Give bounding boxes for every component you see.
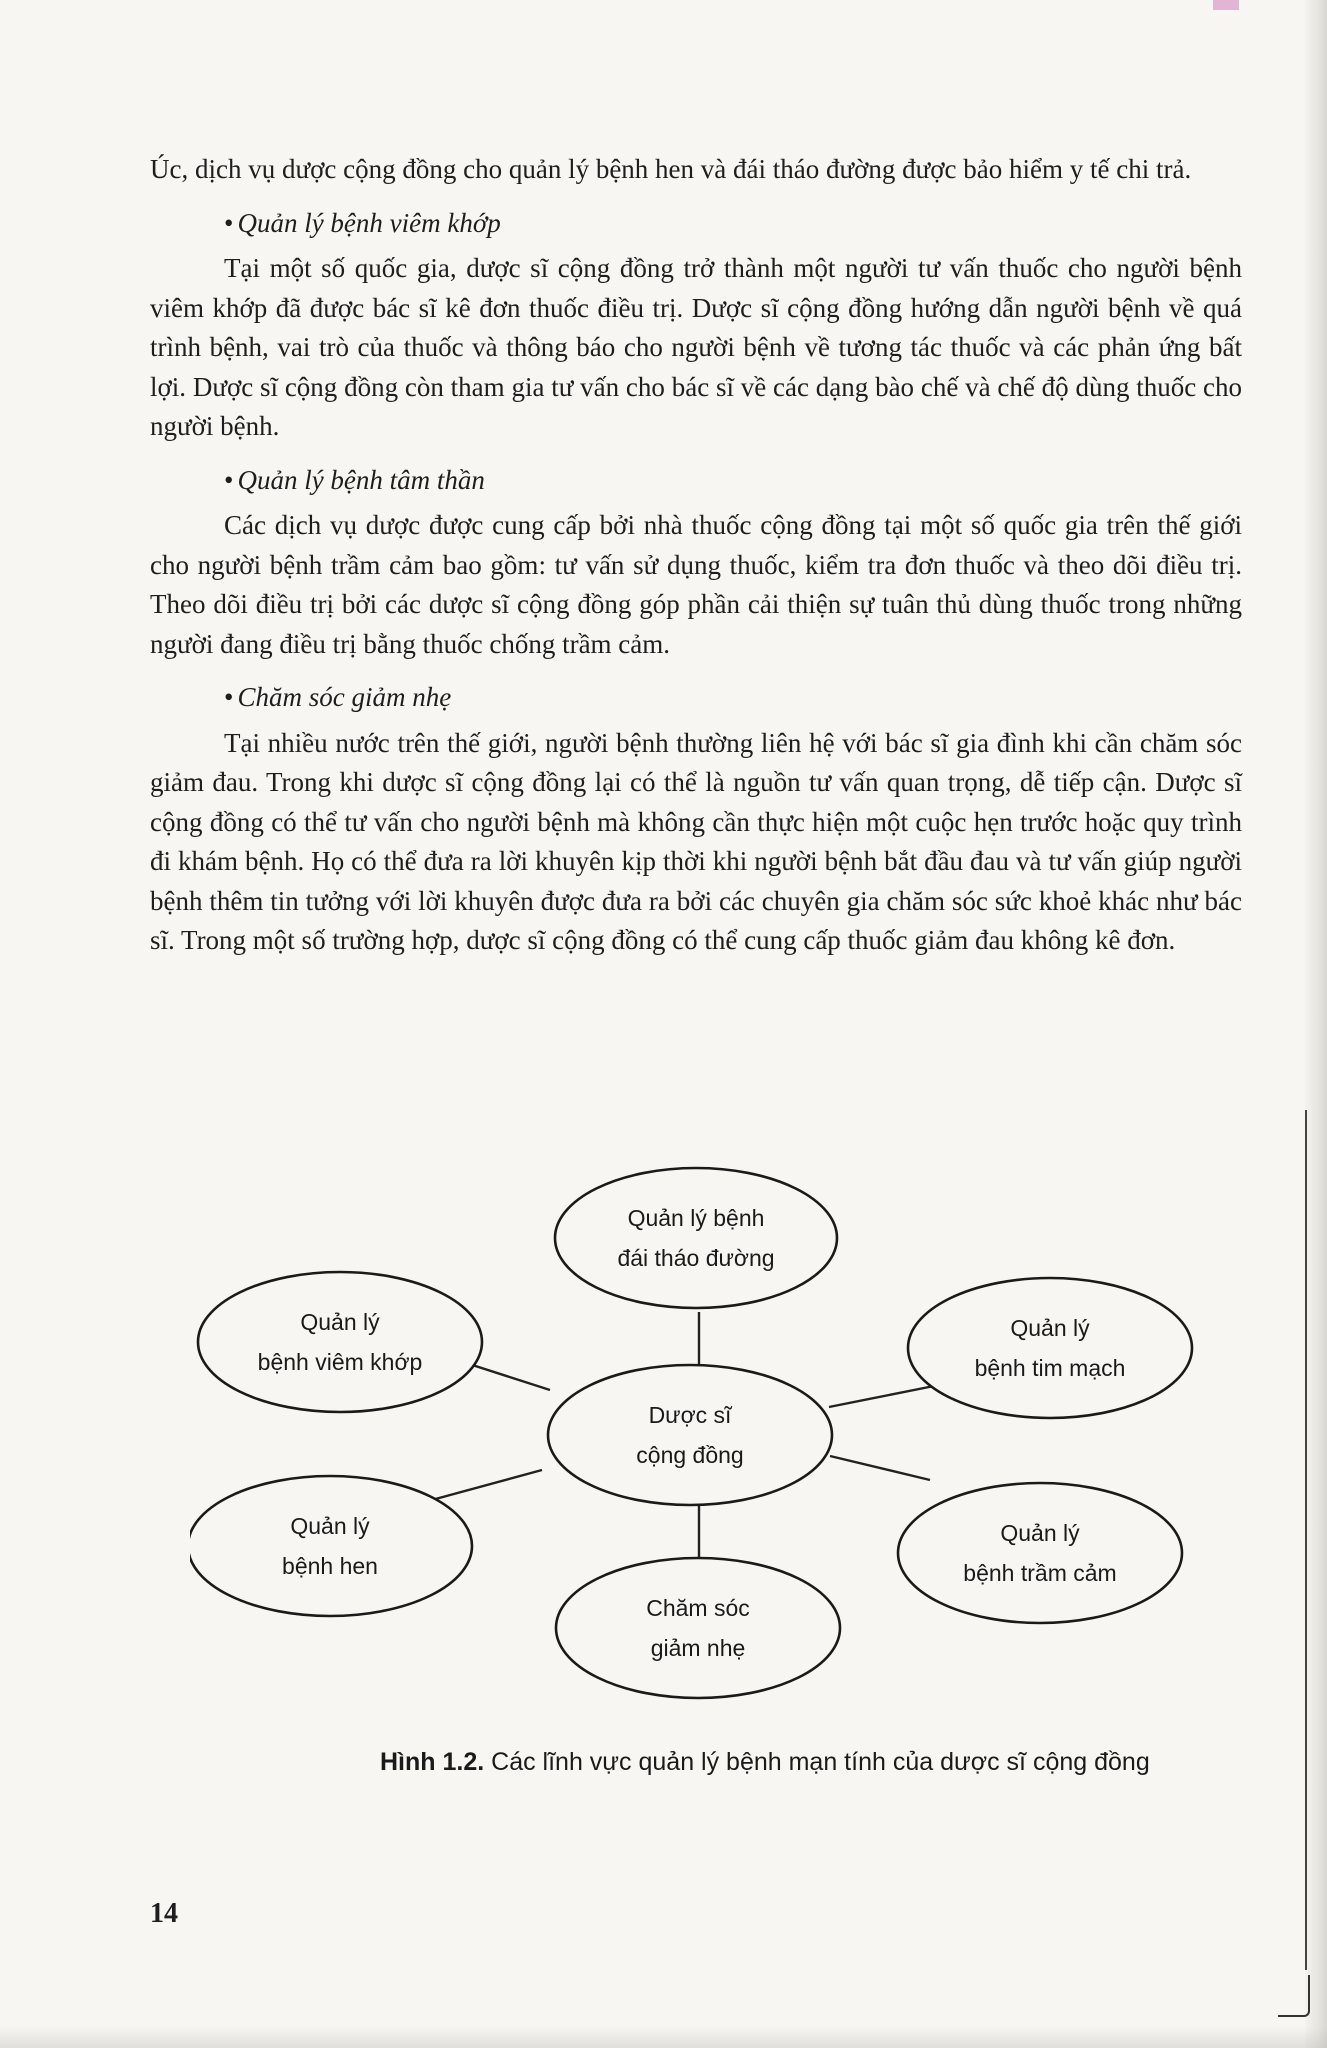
bullet-icon: • xyxy=(224,464,234,495)
figure-label: Hình 1.2. xyxy=(380,1748,485,1776)
section-heading-arthritis xyxy=(150,204,1242,244)
center-line2: cộng đồng xyxy=(636,1442,744,1468)
connector-upper-left xyxy=(463,1362,550,1390)
node-line2: giảm nhẹ xyxy=(650,1635,746,1661)
node-line2: đái tháo đường xyxy=(617,1245,775,1271)
node-line1: Quản lý bệnh xyxy=(627,1205,765,1231)
figure-caption xyxy=(380,1748,1280,1777)
node-line2: bệnh hen xyxy=(282,1553,378,1579)
page-corner-curl xyxy=(1278,1975,1310,2017)
pharmacist-role-diagram xyxy=(190,1160,1240,1735)
node-line2: bệnh tim mạch xyxy=(974,1355,1126,1381)
node-line1: Quản lý xyxy=(300,1309,380,1335)
node-arthritis xyxy=(230,1302,450,1382)
page-edge-line xyxy=(1305,1110,1307,1970)
intro-paragraph: Úc, dịch vụ dược cộng đồng cho quản lý bệnh hen và đái tháo đường được bảo hiểm y tế chi trả. xyxy=(150,154,1192,184)
node-line2: bệnh trầm cảm xyxy=(963,1560,1117,1586)
node-line1: Chăm sóc xyxy=(646,1595,750,1621)
bullet-icon: • xyxy=(224,207,234,238)
heading-text: Quản lý bệnh viêm khớp xyxy=(237,207,501,238)
node-diabetes xyxy=(586,1198,806,1278)
center-line1: Dược sĩ xyxy=(648,1402,732,1428)
section-heading-palliative xyxy=(150,678,1242,718)
node-asthma xyxy=(220,1506,440,1586)
figure-caption-text: Các lĩnh vực quản lý bệnh mạn tính của dược sĩ cộng đồng xyxy=(491,1748,1150,1776)
section-body-palliative: Tại nhiều nước trên thế giới, người bệnh thường liên hệ với bác sĩ gia đình khi cần chăm sóc giảm đau. Trong khi dược sĩ cộng đồng lại có thể là nguồn tư vấn quan trọng, dễ tiếp cận. Dược sĩ cộng đồng có thể tư vấn cho người bệnh mà không cần thực hiện một cuộc hẹn trước hoặc quy trình đi khám bệnh. Họ có thể đưa ra lời khuyên kịp thời khi người bệnh bắt đầu đau và tư vấn giúp người bệnh thêm tin tưởng với lời khuyên được đưa ra bởi các chuyên gia chăm sóc sức khoẻ khác như bác sĩ. Trong một số trường hợp, dược sĩ cộng đồng có thể cung cấp thuốc giảm đau không kê đơn. xyxy=(150,727,1242,955)
body-text xyxy=(150,150,1242,961)
node-line1: Quản lý xyxy=(290,1513,370,1539)
bullet-icon: • xyxy=(224,682,234,712)
heading-text: Chăm sóc giảm nhẹ xyxy=(237,682,452,712)
section-body-arthritis: Tại một số quốc gia, dược sĩ cộng đồng trở thành một người tư vấn thuốc cho người bệnh viêm khớp đã được bác sĩ kê đơn thuốc điều trị. Dược sĩ cộng đồng hướng dẫn người bệnh về quá trình bệnh, vai trò của thuốc và thông báo cho người bệnh về tương tác thuốc và các phản ứng bất lợi. Dược sĩ cộng đồng còn tham gia tư vấn cho bác sĩ về các dạng bào chế và chế độ dùng thuốc cho người bệnh. xyxy=(150,253,1242,441)
section-body-mental: Các dịch vụ dược được cung cấp bởi nhà thuốc cộng đồng tại một số quốc gia trên thế giới cho người bệnh trầm cảm bao gồm: tư vấn sử dụng thuốc, kiểm tra đơn thuốc và theo dõi điều trị. Theo dõi điều trị bởi các dược sĩ cộng đồng góp phần cải thiện sự tuân thủ dùng thuốc trong những người đang điều trị bằng thuốc chống trầm cảm. xyxy=(150,510,1242,659)
node-center-pharmacist xyxy=(580,1395,800,1475)
node-line1: Quản lý xyxy=(1000,1520,1080,1546)
node-palliative xyxy=(588,1588,808,1668)
page-corner-mark xyxy=(1213,0,1239,10)
node-depression xyxy=(930,1513,1150,1593)
page-edge-shadow xyxy=(1305,0,1327,2048)
connector-lower-right xyxy=(830,1456,930,1480)
heading-text: Quản lý bệnh tâm thần xyxy=(237,464,485,495)
node-line2: bệnh viêm khớp xyxy=(257,1349,423,1375)
node-line1: Quản lý xyxy=(1010,1315,1090,1341)
scan-bottom-shadow xyxy=(0,2026,1327,2048)
page-number: 14 xyxy=(150,1898,178,1929)
section-heading-mental xyxy=(150,461,1242,501)
node-cardio xyxy=(940,1308,1160,1388)
connector-upper-right xyxy=(829,1386,934,1407)
